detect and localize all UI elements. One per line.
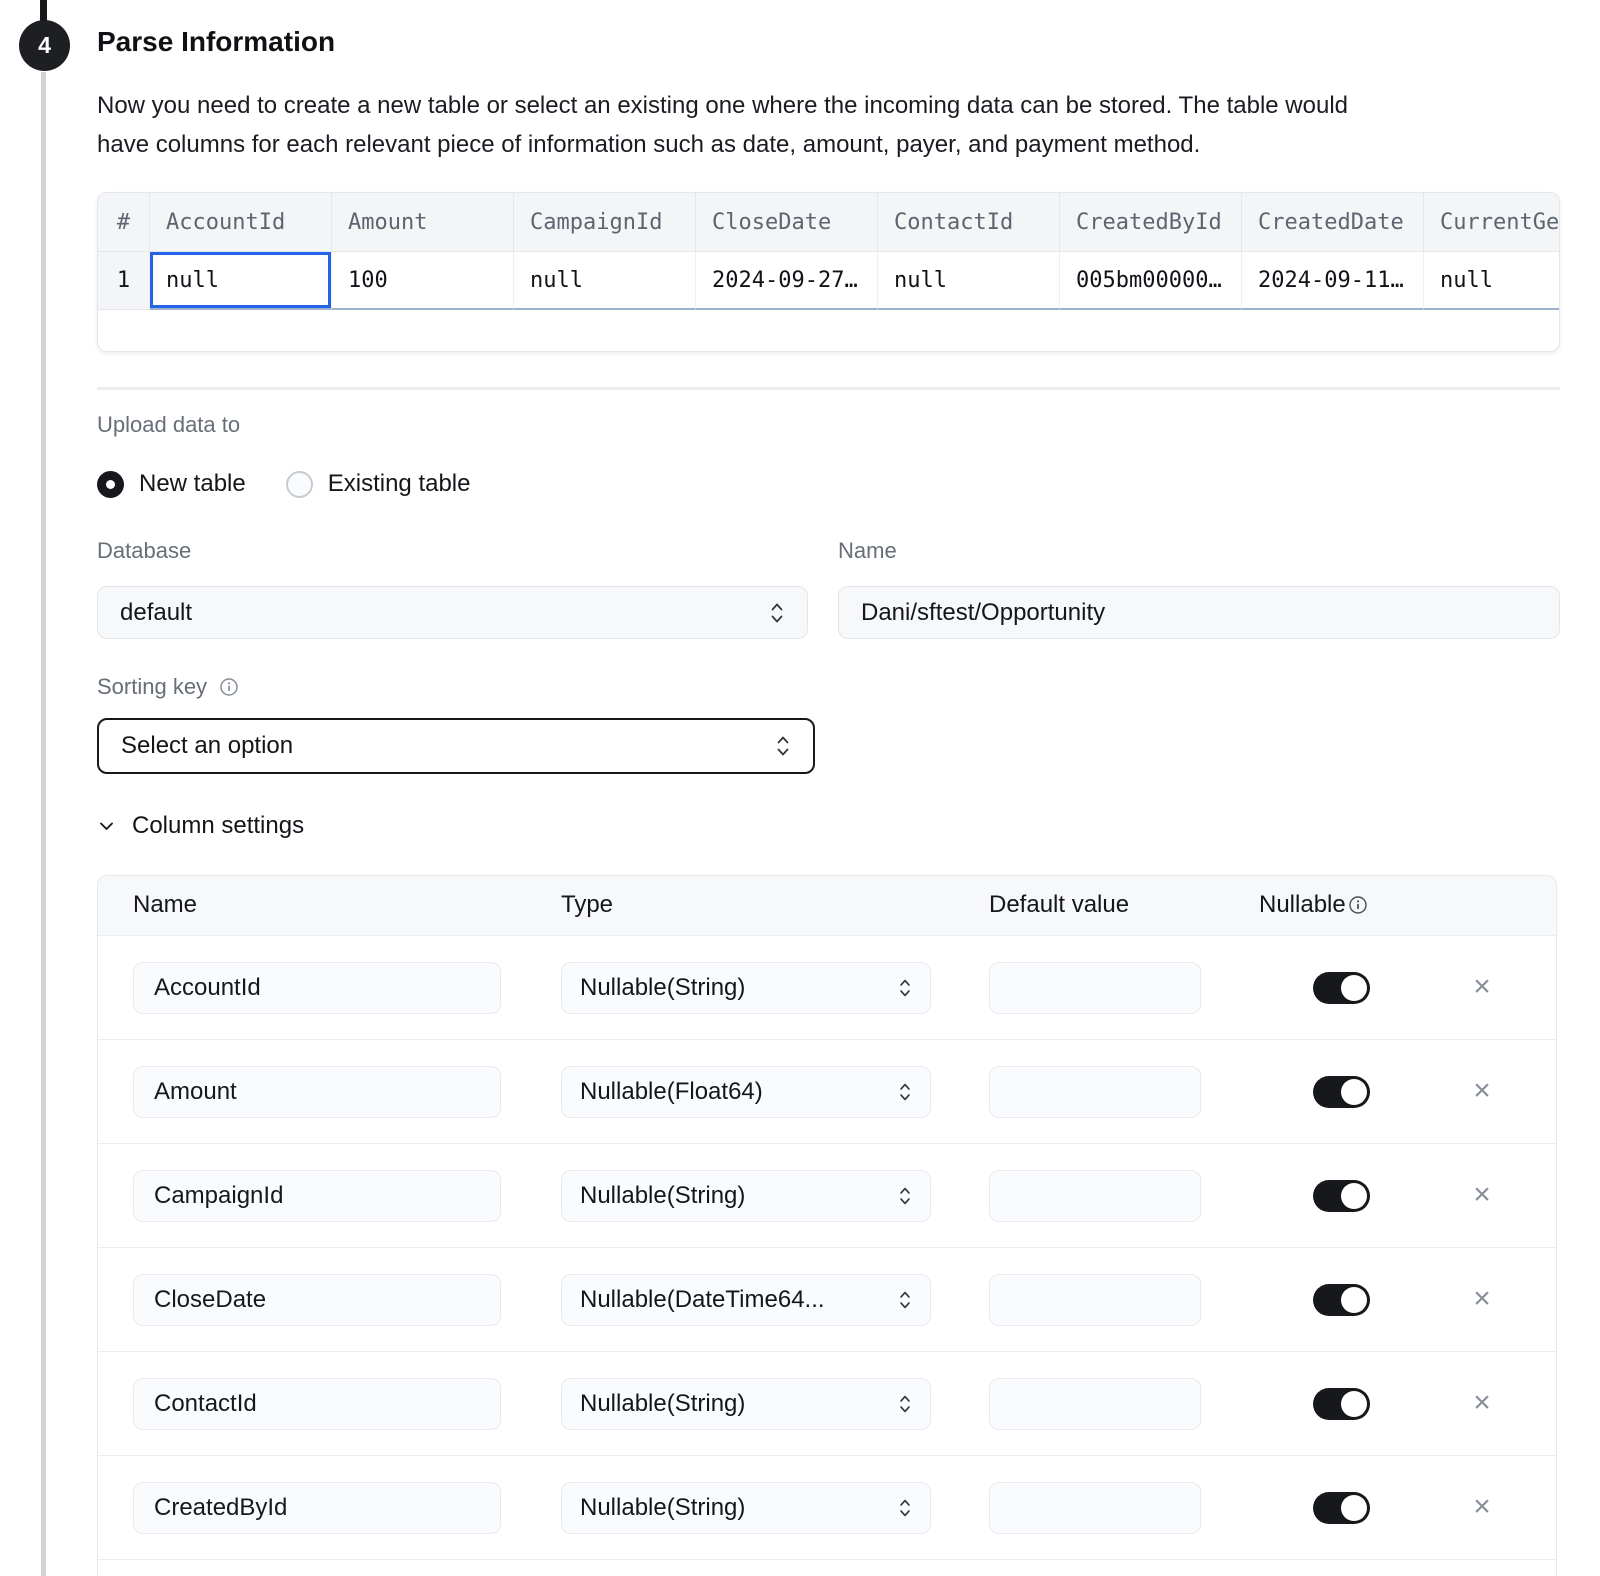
- chevron-up-down-icon: [898, 1392, 912, 1416]
- default-value-input[interactable]: [989, 1274, 1201, 1326]
- column-type-select[interactable]: Nullable(String): [561, 1170, 931, 1222]
- preview-data-row: [98, 252, 1560, 310]
- toggle-knob: [1341, 1391, 1367, 1417]
- chevron-down-icon: [99, 820, 114, 832]
- database-label: Database: [97, 538, 192, 563]
- sorting-key-label: Sorting key: [97, 674, 208, 699]
- nullable-toggle[interactable]: [1313, 1284, 1370, 1316]
- remove-column-icon[interactable]: ×: [1473, 970, 1491, 1003]
- toggle-knob: [1341, 1079, 1367, 1105]
- column-type-select[interactable]: Nullable(Float64): [561, 1066, 931, 1118]
- database-select-value: default: [120, 598, 193, 626]
- column-settings-table: [97, 875, 1557, 1576]
- data-preview-table: [97, 192, 1560, 352]
- preview-cell[interactable]: null: [514, 252, 696, 310]
- database-select[interactable]: [97, 586, 808, 639]
- header-name: Name: [133, 891, 198, 918]
- preview-header-cell: CampaignId: [514, 193, 696, 252]
- nullable-toggle[interactable]: [1313, 1492, 1370, 1524]
- column-name-input[interactable]: [133, 962, 501, 1014]
- header-nullable: Nullable: [1259, 891, 1368, 919]
- toggle-knob: [1341, 1495, 1367, 1521]
- column-settings-row: [98, 1352, 1556, 1456]
- info-icon[interactable]: [219, 677, 239, 697]
- column-settings-disclosure[interactable]: [99, 812, 304, 840]
- column-name-input[interactable]: [133, 1482, 501, 1534]
- table-name-input[interactable]: [838, 586, 1560, 639]
- preview-header-cell: CloseDate: [696, 193, 878, 252]
- sorting-key-select-value: Select an option: [121, 732, 294, 759]
- preview-cell[interactable]: 2024-09-11…: [1242, 252, 1424, 310]
- toggle-knob: [1341, 1183, 1367, 1209]
- chevron-up-down-icon: [898, 1288, 912, 1312]
- column-settings-header: [98, 876, 1556, 936]
- nullable-toggle[interactable]: [1313, 1076, 1370, 1108]
- step-description: [97, 86, 1597, 164]
- remove-column-icon[interactable]: ×: [1473, 1386, 1491, 1419]
- remove-column-icon[interactable]: ×: [1473, 1074, 1491, 1107]
- preview-cell-selected[interactable]: null: [150, 252, 332, 310]
- column-type-select[interactable]: Nullable(String): [561, 1482, 931, 1534]
- preview-header-index: #: [98, 193, 150, 252]
- nullable-toggle[interactable]: [1313, 972, 1370, 1004]
- chevron-up-down-icon: [769, 600, 785, 626]
- chevron-up-down-icon: [775, 733, 791, 759]
- upload-target-radio-group: [97, 470, 470, 498]
- remove-column-icon[interactable]: ×: [1473, 1282, 1491, 1315]
- info-icon[interactable]: [1348, 895, 1368, 915]
- column-name-input[interactable]: [133, 1170, 501, 1222]
- chevron-up-down-icon: [898, 1080, 912, 1104]
- new-table-radio-label[interactable]: New table: [139, 470, 246, 497]
- chevron-up-down-icon: [898, 1496, 912, 1520]
- column-settings-row: [98, 1456, 1556, 1560]
- column-name-input[interactable]: [133, 1066, 501, 1118]
- preview-header-cell: Amount: [332, 193, 514, 252]
- existing-table-radio-label[interactable]: Existing table: [327, 470, 471, 497]
- default-value-input[interactable]: [989, 1066, 1201, 1118]
- page-title: Parse Information: [97, 26, 336, 57]
- default-value-input[interactable]: [989, 962, 1201, 1014]
- preview-header-cell: CreatedDate: [1242, 193, 1424, 252]
- existing-table-radio[interactable]: [286, 471, 313, 498]
- preview-cell[interactable]: 005bm00000…: [1060, 252, 1242, 310]
- column-settings-row: [98, 1040, 1556, 1144]
- column-settings-row: [98, 1144, 1556, 1248]
- step-rail-line: [41, 72, 46, 1576]
- column-type-select[interactable]: Nullable(String): [561, 1378, 931, 1430]
- header-type: Type: [561, 891, 614, 918]
- preview-cell[interactable]: null: [1424, 252, 1560, 310]
- remove-column-icon[interactable]: ×: [1473, 1178, 1491, 1211]
- default-value-input[interactable]: [989, 1482, 1201, 1534]
- preview-cell[interactable]: 2024-09-27…: [696, 252, 878, 310]
- header-default-value: Default value: [989, 891, 1130, 918]
- column-type-select[interactable]: Nullable(String): [561, 962, 931, 1014]
- description-line: have columns for each relevant piece of information such as date, amount, payer, and payment method.: [97, 131, 1201, 158]
- preview-cell[interactable]: 100: [332, 252, 514, 310]
- preview-header-cell: AccountId: [150, 193, 332, 252]
- preview-header-cell: CreatedById: [1060, 193, 1242, 252]
- default-value-input[interactable]: [989, 1170, 1201, 1222]
- name-label: Name: [838, 538, 897, 563]
- column-settings-title: Column settings: [132, 812, 305, 839]
- column-type-select[interactable]: Nullable(DateTime64...: [561, 1274, 931, 1326]
- step-number: 4: [38, 32, 51, 58]
- step-content: [97, 0, 1560, 1576]
- remove-column-icon[interactable]: ×: [1473, 1490, 1491, 1523]
- nullable-toggle[interactable]: [1313, 1180, 1370, 1212]
- step-number-badge: [19, 20, 70, 71]
- sorting-key-label-row: [97, 674, 239, 700]
- column-settings-row: [98, 936, 1556, 1040]
- chevron-up-down-icon: [898, 1184, 912, 1208]
- column-name-input[interactable]: [133, 1274, 501, 1326]
- toggle-knob: [1341, 1287, 1367, 1313]
- new-table-radio[interactable]: [97, 471, 124, 498]
- column-name-input[interactable]: [133, 1378, 501, 1430]
- toggle-knob: [1341, 975, 1367, 1001]
- section-divider: [97, 387, 1560, 390]
- preview-header-cell: ContactId: [878, 193, 1060, 252]
- preview-row-number: 1: [98, 252, 150, 310]
- preview-header-row: [98, 193, 1560, 252]
- upload-data-to-label: Upload data to: [97, 412, 241, 437]
- preview-cell[interactable]: null: [878, 252, 1060, 310]
- description-line: Now you need to create a new table or select an existing one where the incoming data can be stored. The table would: [97, 92, 1348, 119]
- preview-header-cell: CurrentGe: [1424, 193, 1560, 252]
- nullable-toggle[interactable]: [1313, 1388, 1370, 1420]
- column-settings-row: [98, 1248, 1556, 1352]
- sorting-key-select[interactable]: [97, 718, 815, 774]
- default-value-input[interactable]: [989, 1378, 1201, 1430]
- chevron-up-down-icon: [898, 976, 912, 1000]
